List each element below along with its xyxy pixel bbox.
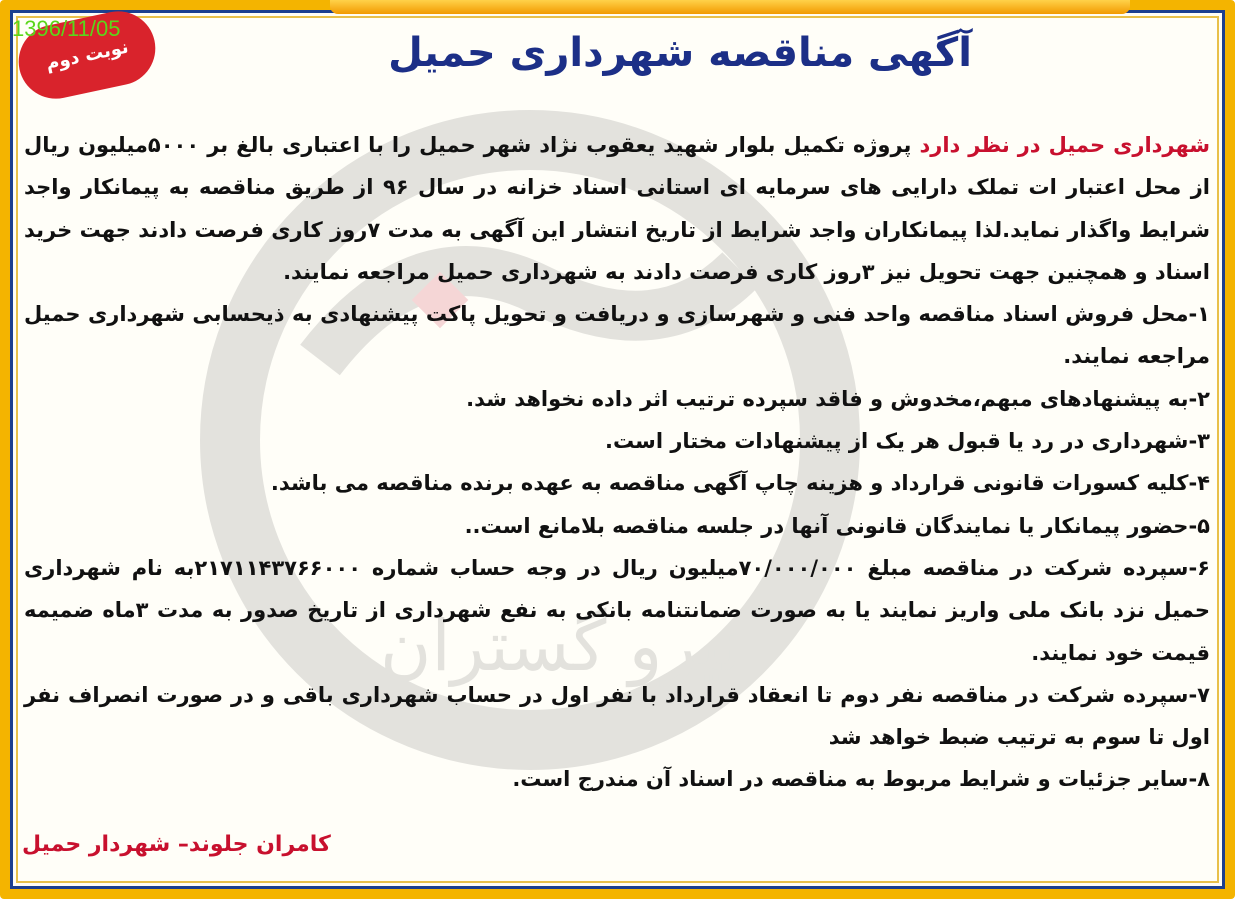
list-item-4: ۴-کلیه کسورات قانونی قرارداد و هزینه چاپ آگهی مناقصه به عهده برنده مناقصه می باشد. xyxy=(270,471,1210,496)
page-title: آگهی مناقصه شهرداری حمیل xyxy=(388,30,972,76)
list-item-5: ۵-حضور پیمانکار یا نمایندگان قانونی آنها در جلسه مناقصه بلامانع است.. xyxy=(464,513,1210,538)
list-item-8: ۸-سایر جزئیات و شرایط مربوط به مناقصه در اسناد آن مندرج است. xyxy=(512,767,1210,792)
watermark-text: نیرو گستران xyxy=(380,605,742,687)
intro-highlight: شهرداری حمیل در نظر دارد xyxy=(919,133,1211,157)
intro-text: پروژه تکمیل بلوار شهید یعقوب نژاد شهر حمیل را با اعتباری بالغ بر ۵۰۰۰میلیون ریال از محل اعتبار ات تملک دارایی های سرمایه ای استانی اسناد خزانه در سال ۹۶ از طریق مناقصه به پیمانکار واجد شرایط واگذار نماید.لذا پیمانکاران واجد شرایط از تاریخ انتشار این آگهی به مدت ۷روز کاری فرصت دادند جهت خرید اسناد و همچنین جهت تحویل نیز ۳روز کاری فرصت دادند به شهرداری حمیل مراجعه نمایند. xyxy=(24,133,1210,284)
list-item-7: ۷-سپرده شرکت در مناقصه نفر دوم تا انعقاد قرارداد با نفر اول در حساب شهرداری باقی و در صورت انصراف نفر اول تا سوم به ترتیب ضبط خواهد شد xyxy=(24,682,1210,750)
intro-paragraph xyxy=(24,124,1210,293)
list-item-6: ۶-سپرده شرکت در مناقصه مبلغ ۷۰/۰۰۰/۰۰۰میلیون ریال در وجه حساب شماره ۲۱۷۱۱۴۳۷۶۶۰۰۰به نام شهرداری حمیل نزد بانک ملی واریز نمایند یا به صورت ضمانتنامه بانکی به نفع شهرداری از تاریخ صدور به مدت ۳ماه ضمیمه قیمت خود نمایند. xyxy=(24,555,1210,665)
top-decor-bar xyxy=(330,0,1130,14)
list-item-2: ۲-به پیشنهادهای مبهم،مخدوش و فاقد سپرده ترتیب اثر داده نخواهد شد. xyxy=(466,386,1210,411)
round-badge-label: نوبت دوم xyxy=(43,36,131,74)
list-item-3: ۳-شهرداری در رد یا قبول هر یک از پیشنهادات مختار است. xyxy=(604,429,1210,454)
signature: کامران جلوند– شهردار حمیل xyxy=(22,832,331,857)
list-item-1: ۱-محل فروش اسناد مناقصه واحد فنی و شهرسازی و دریافت و تحویل پاکت پیشنهادی به ذیحسابی شهرداری حمیل مراجعه نمایند. xyxy=(24,302,1210,369)
notice-body xyxy=(24,124,1210,801)
publish-date: 1396/11/05 xyxy=(12,16,121,41)
